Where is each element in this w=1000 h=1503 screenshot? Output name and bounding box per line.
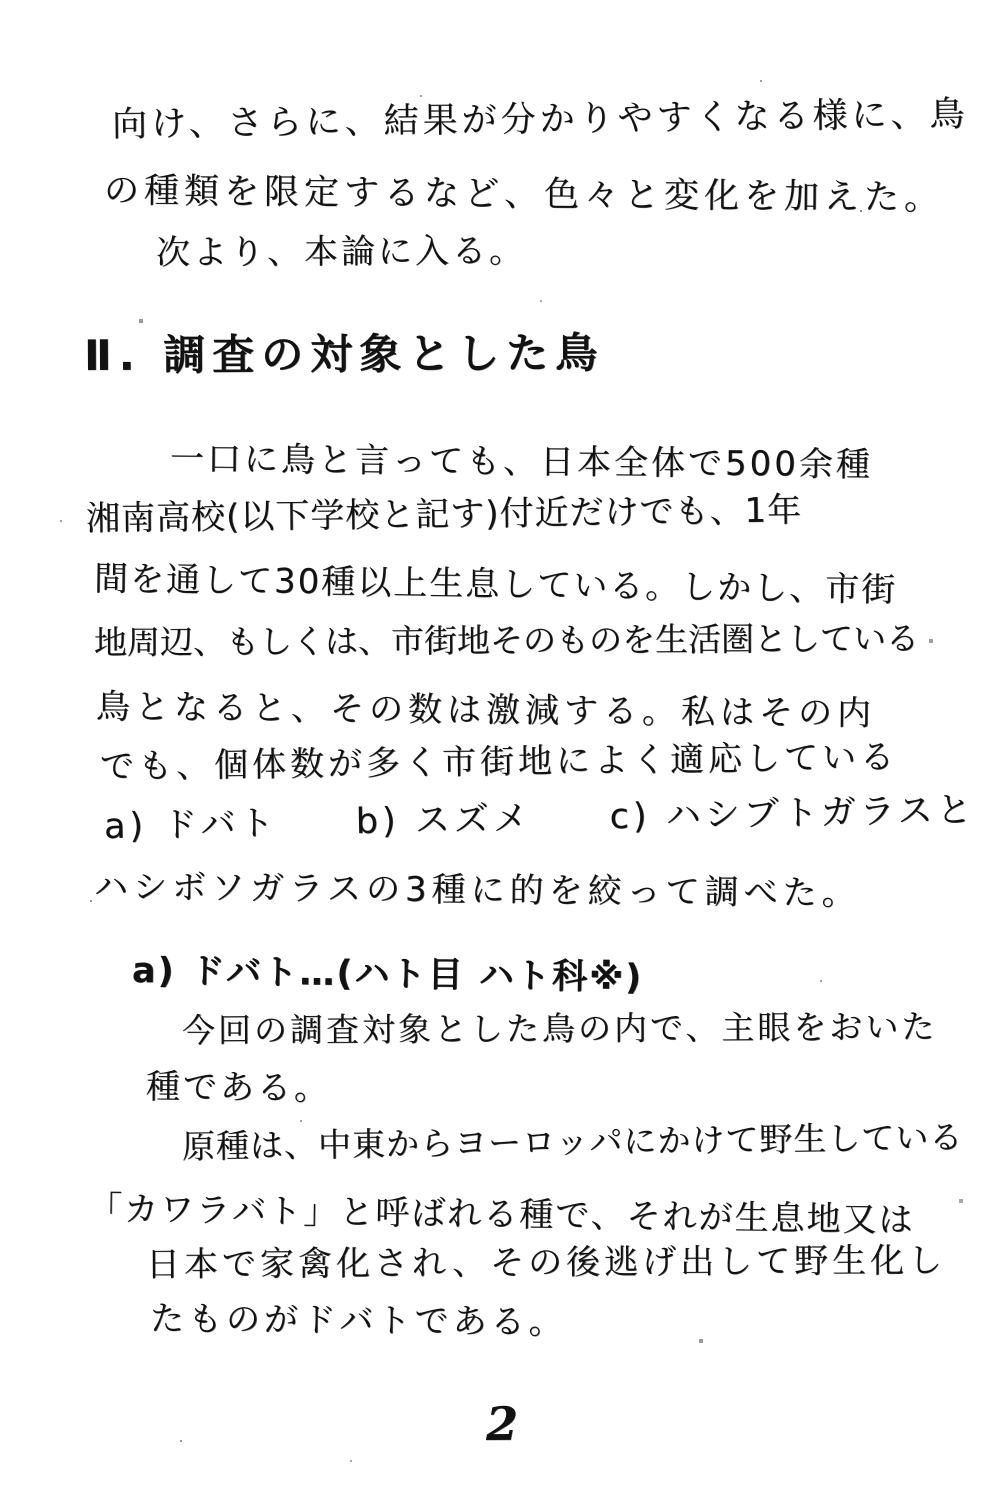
handwritten-line-body-6: でも、個体数が多く市街地によく適応している — [99, 737, 899, 787]
handwritten-line-body-3: 間を通して30種以上生息している。しかし、市街 — [93, 559, 898, 611]
handwritten-line-suba-1: 今回の調査対象とした鳥の内で、主眼をおいた — [181, 1007, 938, 1050]
handwritten-line-suba-3: 原種は、中東からヨーロッパにかけて野生している — [181, 1117, 964, 1166]
handwritten-line-body-4: 地周辺、もしくは、市街地そのものを生活圏としている — [93, 618, 920, 662]
handwritten-line-body-1: 一口に鳥と言っても、日本全体で500余種 — [169, 439, 874, 486]
handwritten-line-intro-2: の種類を限定するなど、色々と変化を加えた。 — [103, 171, 945, 219]
handwritten-line-suba-6: たものがドバトである。 — [149, 1299, 567, 1343]
handwritten-line-bird-list: a) ドバト b) スズメ c) ハシブトガラスと — [103, 790, 976, 847]
handwritten-line-body-8: ハシボソガラスの3種に的を絞って調べた。 — [93, 867, 861, 914]
page-number: 2 — [485, 1396, 519, 1451]
handwritten-line-intro-1: 向け、さらに、結果が分かりやすくなる様に、鳥 — [111, 94, 969, 145]
subsection-a-heading: a) ドバト…(ハト目 ハト科※) — [131, 951, 644, 999]
handwritten-line-suba-2: 種である。 — [145, 1067, 332, 1109]
section-2-heading: Ⅱ. 調査の対象とした鳥 — [83, 328, 605, 380]
scan-noise-speckles — [0, 0, 2, 2]
handwritten-line-suba-4: 「カワラバト」と呼ばれる種で、それが生息地又は — [87, 1189, 915, 1241]
handwritten-line-body-2: 湘南高校(以下学校と記す)付近だけでも、1年 — [85, 490, 803, 539]
handwritten-line-suba-5: 日本で家禽化され、その後逃げ出して野生化し — [145, 1240, 947, 1285]
handwritten-line-body-5: 鳥となると、その数は激減する。私はその内 — [95, 687, 877, 734]
handwritten-line-intro-3: 次より、本論に入る。 — [155, 231, 527, 273]
